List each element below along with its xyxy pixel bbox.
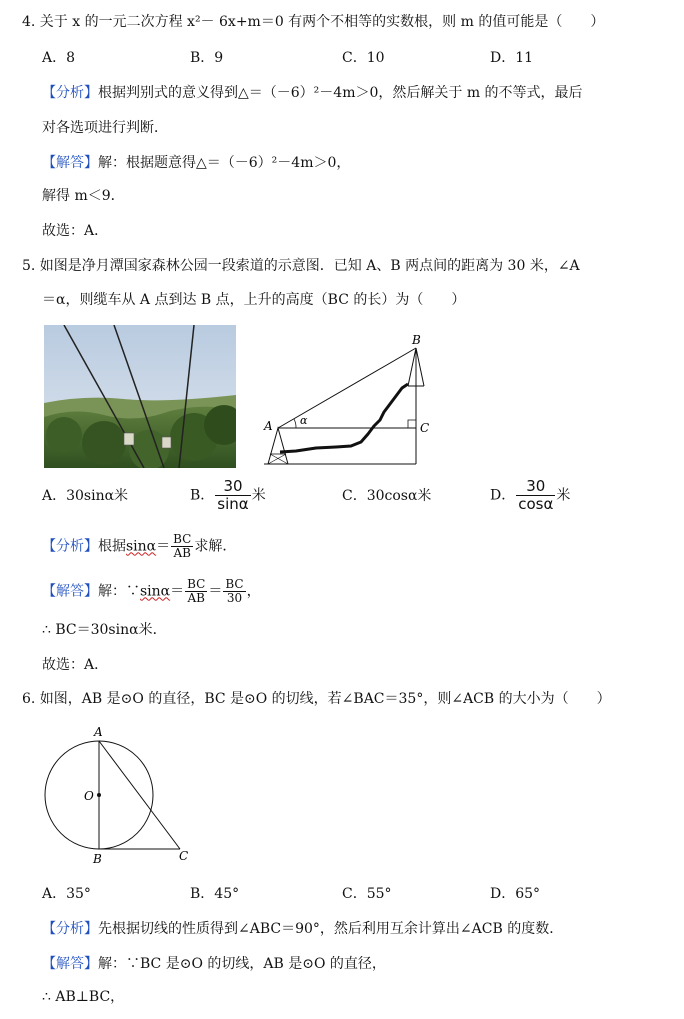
denominator: AB <box>187 591 205 605</box>
q5-option-d <box>490 478 570 513</box>
q6-option-a: A．35° <box>42 886 91 902</box>
q4-stem: 4. 关于 x 的一元二次方程 x²－ 6x+m＝0 有两个不相等的实数根，则 m 的值可能是（ ） <box>22 14 605 30</box>
analysis-text: 先根据切线的性质得到∠ABC＝90°，然后利用互余计算出∠ACB 的度数． <box>98 921 564 937</box>
label-c: C <box>420 421 430 435</box>
solution-text: 解：根据题意得△＝（－6）²－4m＞0， <box>98 155 351 171</box>
analysis-tag: 【分析】 <box>42 921 98 937</box>
q6-option-c: C．55° <box>342 886 392 902</box>
numerator: 30 <box>215 478 250 496</box>
option-label: D． <box>490 487 516 504</box>
label-o: O <box>84 789 94 803</box>
q6-solution-2: ∴ AB⊥BC， <box>42 989 125 1005</box>
q5-solution-2: ∴ BC＝30sinα米． <box>42 622 167 638</box>
label-a: A <box>94 725 103 739</box>
fraction <box>223 578 245 605</box>
numerator: BC <box>225 577 244 591</box>
solution-text: 解：∵ <box>98 583 140 600</box>
label-alpha: α <box>300 414 308 427</box>
q5-solution <box>42 578 261 605</box>
cable-diagram-svg <box>256 330 436 470</box>
denominator: sinα <box>217 495 249 513</box>
denominator: AB <box>173 546 191 560</box>
circle-diagram-svg <box>36 722 206 870</box>
q4-answer: 故选：A． <box>42 223 109 239</box>
q4-option-b: B．9 <box>190 50 224 66</box>
q5-stem-1: 5. 如图是净月潭国家森林公园一段索道的示意图．已知 A、B 两点间的距离为 30 米，∠A <box>22 258 580 274</box>
q4-analysis <box>42 83 583 103</box>
q6-stem: 6. 如图，AB 是⊙O 的直径，BC 是⊙O 的切线，若∠BAC＝35°，则∠ACB 的大小为（ ） <box>22 691 611 707</box>
sin-term: sinα <box>126 538 157 555</box>
sin-term: sinα <box>140 583 171 600</box>
q5-analysis <box>42 533 236 560</box>
q4-option-d: D．11 <box>490 50 534 66</box>
fraction <box>215 478 250 513</box>
option-label: B． <box>190 487 215 504</box>
q5-answer: 故选：A． <box>42 657 109 673</box>
cable-car-photo <box>44 325 236 468</box>
q5-option-b <box>190 478 266 513</box>
solution-text: 解：∵BC 是⊙O 的切线，AB 是⊙O 的直径， <box>98 956 386 972</box>
analysis-tag: 【分析】 <box>42 85 98 101</box>
q5-stem-2: ＝α，则缆车从 A 点到达 B 点，上升的高度（BC 的长）为（ ） <box>42 292 466 308</box>
q4-solution-2: 解得 m＜9． <box>42 188 125 204</box>
q4-analysis-cont: 对各选项进行判断． <box>42 120 168 136</box>
solution-tag: 【解答】 <box>42 583 98 600</box>
analysis-text: 根据判别式的意义得到△＝（－6）²－4m＞0，然后解关于 m 的不等式，最后 <box>98 85 583 101</box>
label-c: C <box>179 849 189 863</box>
label-a: A <box>264 419 273 433</box>
equals: ＝ <box>170 583 185 600</box>
q4-solution <box>42 153 350 173</box>
cable-diagram <box>256 330 436 470</box>
denominator: cosα <box>518 495 554 513</box>
numerator: 30 <box>516 478 555 496</box>
q4-option-c: C．10 <box>342 50 385 66</box>
q5-option-c: C．30cosα米 <box>342 488 432 504</box>
solution-tag: 【解答】 <box>42 155 98 171</box>
q5-option-a: A．30sinα米 <box>42 488 129 504</box>
analysis-tag: 【分析】 <box>42 538 98 555</box>
comma: ， <box>246 583 261 600</box>
analysis-text: 根据 <box>98 538 126 555</box>
fraction <box>171 533 193 560</box>
cable-car-photo-svg <box>44 325 236 468</box>
fraction <box>185 578 207 605</box>
denominator: 30 <box>226 591 243 605</box>
q6-option-b: B．45° <box>190 886 240 902</box>
analysis-text-end: 求解． <box>194 538 237 555</box>
circle-diagram <box>36 722 206 870</box>
q6-option-d: D．65° <box>490 886 541 902</box>
numerator: BC <box>173 532 192 546</box>
q4-option-a: A．8 <box>42 50 76 66</box>
q6-solution <box>42 954 386 974</box>
equals: ＝ <box>156 538 171 555</box>
label-b: B <box>412 333 421 347</box>
unit: 米 <box>251 487 266 504</box>
numerator: BC <box>187 577 206 591</box>
solution-tag: 【解答】 <box>42 956 98 972</box>
label-b: B <box>93 852 102 866</box>
unit: 米 <box>556 487 571 504</box>
fraction <box>516 478 555 513</box>
q6-analysis <box>42 919 563 939</box>
equals: ＝ <box>208 583 223 600</box>
